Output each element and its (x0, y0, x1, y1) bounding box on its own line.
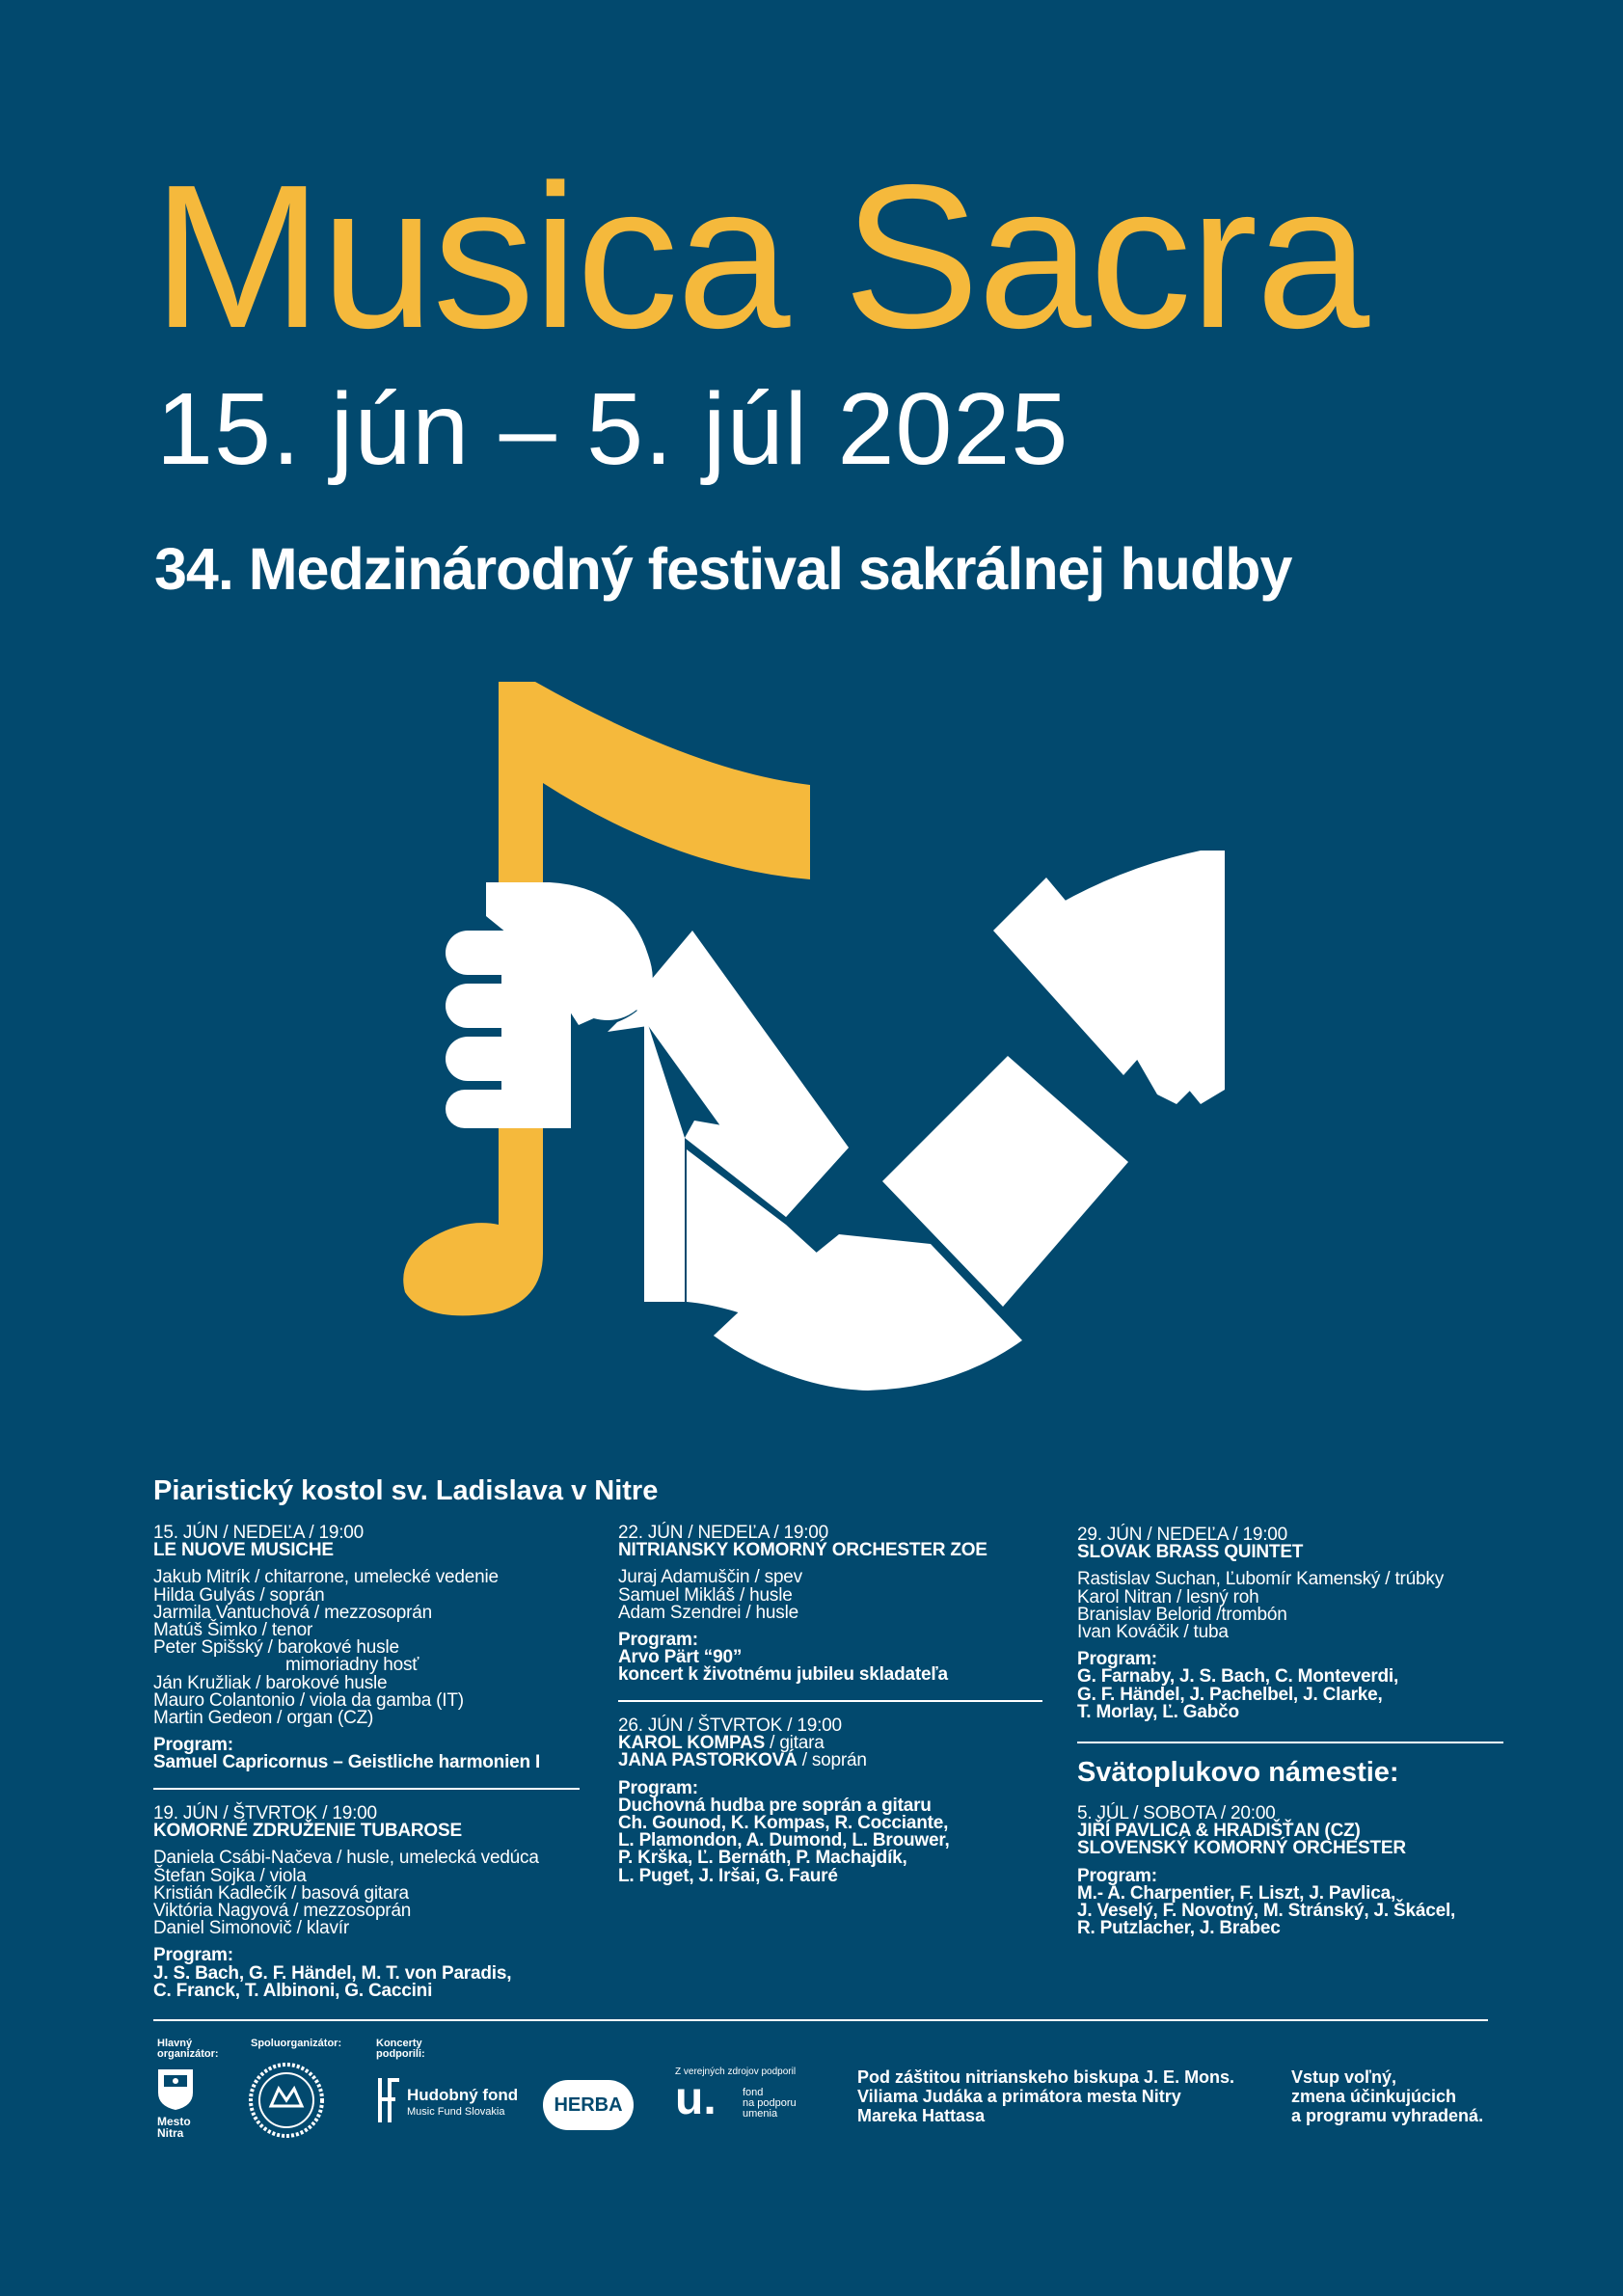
footer-divider (153, 2019, 1488, 2021)
herba-logo: HERBA (543, 2080, 634, 2130)
performer: Rastislav Suchan, Ľubomír Kamenský / trúbky (1077, 1569, 1445, 1590)
program-item: P. Krška, Ľ. Bernáth, P. Machajdík, (618, 1848, 907, 1869)
program-item: Arvo Pärt “90” (618, 1647, 743, 1668)
performer: Hilda Gulyás / soprán (153, 1584, 325, 1606)
hudobny-fond-logo: Hudobný fond Music Fund Slovakia (376, 2076, 521, 2124)
mesto-nitra-text: Mesto Nitra (157, 2115, 191, 2140)
program-column-1 (153, 1525, 587, 1772)
performer: Daniel Simonovič / klavír (153, 1918, 350, 1939)
divider (1077, 1742, 1503, 1743)
concert-date: 5. JÚL / SOBOTA / 20:00 (1077, 1803, 1276, 1823)
supported-label: Koncerty podporili: (376, 2038, 425, 2060)
program-item: Duchovná hudba pre soprán a gitaru (618, 1795, 932, 1816)
program-column-2 (618, 1525, 1042, 1685)
performer: Martin Gedeon / organ (CZ) (153, 1708, 374, 1729)
concert-ensemble: JIŘÍ PAVLICA & HRADIŠŤAN (CZ) (1077, 1821, 1361, 1842)
venue-main: Piaristický kostol sv. Ladislava v Nitre (153, 1475, 659, 1506)
program-label: Program: (618, 1630, 698, 1651)
co-organizer-label: Spoluorganizátor: (251, 2038, 342, 2049)
performer: Juraj Adamuščin / spev (618, 1567, 802, 1588)
note-stem-lower (403, 1102, 543, 1315)
program-item: G. F. Händel, J. Pachelbel, J. Clarke, (1077, 1684, 1383, 1705)
performer: Samuel Mikláš / husle (618, 1584, 793, 1606)
performer: Jarmila Vantuchová / mezzosoprán (153, 1602, 432, 1623)
festival-title: Musica Sacra (152, 142, 1368, 370)
concert-date: 15. JÚN / NEDEĽA / 19:00 (153, 1523, 365, 1543)
concert-ensemble: NITRIANSKY KOMORNÝ ORCHESTER ZOE (618, 1540, 987, 1561)
performer: Peter Spišský / barokové husle (153, 1637, 399, 1659)
performer: Jakub Mitrík / chitarrone, umelecké vedenie (153, 1567, 499, 1588)
program-item: G. Farnaby, J. S. Bach, C. Monteverdi, (1077, 1666, 1399, 1688)
festival-dates: 15. jún – 5. júl 2025 (156, 372, 1069, 486)
performer: Daniela Csábi-Načeva / husle, umelecká vedúca (153, 1848, 539, 1869)
entry-text: Vstup voľný, zmena účinkujúcich a programu vyhradená. (1291, 2067, 1484, 2125)
performer-name: JANA PASTORKOVÁ (618, 1750, 798, 1771)
seal-icon (248, 2062, 325, 2139)
concert-ensemble: SLOVAK BRASS QUINTET (1077, 1542, 1304, 1563)
performer: Branislav Belorid /trombón (1077, 1604, 1287, 1625)
program-label: Program: (1077, 1865, 1157, 1886)
program-label: Program: (1077, 1649, 1157, 1670)
program-label: Program: (153, 1735, 233, 1756)
performer: Kristián Kadlečík / basová gitara (153, 1882, 409, 1904)
program-column-2b (618, 1717, 1042, 1885)
program-label: Program: (153, 1945, 233, 1966)
program-item: Samuel Capricornus – Geistliche harmonien I (153, 1752, 541, 1773)
performer: Matúš Šimko / tenor (153, 1620, 313, 1641)
program-item: J. Veselý, F. Novotný, M. Stránský, J. Škácel, (1077, 1901, 1456, 1922)
program-column-3b (1077, 1805, 1511, 1937)
performer: Ján Kružliak / barokové husle (153, 1672, 388, 1693)
program-item: J. S. Bach, G. F. Händel, M. T. von Paradis, (153, 1962, 512, 1984)
concert-date: 19. JÚN / ŠTVRTOK / 19:00 (153, 1803, 377, 1823)
divider (153, 1788, 580, 1790)
fpu-u-icon: u. (675, 2073, 717, 2124)
program-column-1b (153, 1805, 587, 2000)
program-item: T. Morlay, Ľ. Gabčo (1077, 1701, 1239, 1722)
performer: Karol Nitran / lesný roh (1077, 1586, 1259, 1607)
performer: Viktória Nagyová / mezzosoprán (153, 1901, 412, 1922)
patronage-text: Pod záštitou nitrianskeho biskupa J. E. Mons. Viliama Judáka a primátora mesta Nitry Mareka Hattasa (857, 2067, 1235, 2125)
program-item: Ch. Gounod, K. Kompas, R. Cocciante, (618, 1813, 949, 1834)
performer: Štefan Sojka / viola (153, 1865, 307, 1886)
program-item: M.- A. Charpentier, F. Liszt, J. Pavlica, (1077, 1882, 1396, 1904)
performer-role: / gitara (765, 1733, 825, 1754)
performer: Ivan Kováčik / tuba (1077, 1622, 1229, 1643)
performer: Adam Szendrei / husle (618, 1602, 798, 1623)
concert-date: 26. JÚN / ŠTVRTOK / 19:00 (618, 1715, 842, 1736)
program-item: C. Franck, T. Albinoni, G. Caccini (153, 1980, 433, 2001)
mesto-nitra-crest-icon (156, 2067, 195, 2112)
program-item: L. Puget, J. Iršai, G. Fauré (618, 1865, 838, 1886)
concert-date: 22. JÚN / NEDEĽA / 19:00 (618, 1523, 829, 1543)
performer: Mauro Colantonio / viola da gamba (IT) (153, 1689, 464, 1711)
program-item: L. Plamondon, A. Dumond, L. Brouwer, (618, 1830, 950, 1851)
concert-ensemble: SLOVENSKÝ KOMORNÝ ORCHESTER (1077, 1838, 1406, 1859)
concert-ensemble: KOMORNÉ ZDRUŽENIE TUBAROSE (153, 1821, 462, 1842)
program-label: Program: (618, 1777, 698, 1798)
performer-note: mimoriadny hosť (285, 1655, 419, 1676)
hf-icon (376, 2076, 401, 2124)
performer-role: / soprán (797, 1750, 867, 1771)
program-column-3 (1077, 1526, 1511, 1721)
fpu-logo: Z verejných zdrojov podporil u. fond na podporu umenia (675, 2066, 797, 2124)
program-item: R. Putzlacher, J. Brabec (1077, 1918, 1281, 1939)
organizer-label: Hlavný organizátor: (157, 2038, 219, 2060)
performer-name: KAROL KOMPAS (618, 1733, 766, 1754)
divider (618, 1700, 1042, 1702)
concert-date: 29. JÚN / NEDEĽA / 19:00 (1077, 1525, 1288, 1545)
venue-second: Svätoplukovo námestie: (1077, 1757, 1399, 1788)
concert-ensemble: LE NUOVE MUSICHE (153, 1540, 334, 1561)
program-item: koncert k životnému jubileu skladateľa (618, 1664, 948, 1686)
festival-subtitle: 34. Medzinárodný festival sakrálnej hudby (154, 536, 1292, 602)
